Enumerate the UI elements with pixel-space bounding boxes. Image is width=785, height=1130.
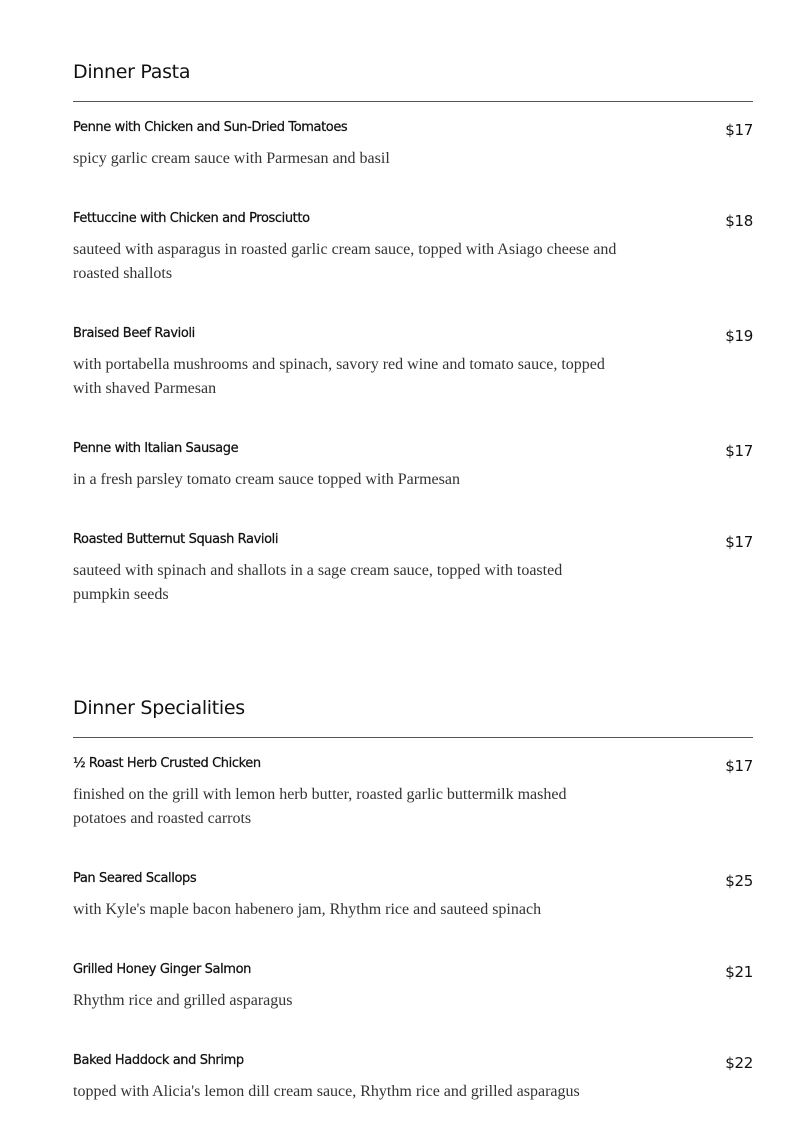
menu-item-description: sauteed with asparagus in roasted garlic cream sauce, topped with Asiago cheese and roasted shallots: [73, 241, 617, 282]
menu-item-name: Braised Beef Ravioli: [73, 326, 195, 341]
menu-item-description: finished on the grill with lemon herb butter, roasted garlic buttermilk mashed potatoes and roasted carrots: [73, 786, 567, 827]
menu-item-name: ½ Roast Herb Crusted Chicken: [73, 756, 261, 771]
menu-item-description: with Kyle's maple bacon habenero jam, Rhythm rice and sauteed spinach: [73, 901, 542, 918]
menu-item-name: Pan Seared Scallops: [73, 871, 197, 886]
menu-item-price: $18: [725, 212, 753, 230]
menu-item-price: $17: [725, 121, 753, 139]
menu-item-name: Fettuccine with Chicken and Prosciutto: [73, 211, 310, 226]
menu-item-price: $25: [725, 872, 753, 890]
menu-item-price: $22: [725, 1054, 753, 1072]
section-title-dinner-pasta: Dinner Pasta: [73, 61, 191, 83]
menu-item-price: $17: [725, 757, 753, 775]
menu-item-description: in a fresh parsley tomato cream sauce topped with Parmesan: [73, 471, 460, 488]
menu-item-price: $17: [725, 442, 753, 460]
menu-item-description: spicy garlic cream sauce with Parmesan and basil: [73, 150, 390, 167]
menu-item-price: $17: [725, 533, 753, 551]
menu-item-description: topped with Alicia's lemon dill cream sauce, Rhythm rice and grilled asparagus: [73, 1083, 580, 1100]
menu-item-description: Rhythm rice and grilled asparagus: [73, 992, 293, 1009]
section-divider: [73, 101, 753, 102]
section-title-dinner-specialities: Dinner Specialities: [73, 697, 245, 719]
menu-item-price: $19: [725, 327, 753, 345]
menu-item-description: with portabella mushrooms and spinach, savory red wine and tomato sauce, topped with shaved Parmesan: [73, 356, 605, 397]
menu-item-name: Penne with Chicken and Sun-Dried Tomatoes: [73, 120, 348, 135]
menu-item-name: Grilled Honey Ginger Salmon: [73, 962, 251, 977]
menu-item-name: Roasted Butternut Squash Ravioli: [73, 532, 279, 547]
section-divider: [73, 737, 753, 738]
menu-item-price: $21: [725, 963, 753, 981]
menu-item-name: Penne with Italian Sausage: [73, 441, 239, 456]
menu-item-description: sauteed with spinach and shallots in a sage cream sauce, topped with toasted pumpkin seeds: [73, 562, 563, 603]
menu-item-name: Baked Haddock and Shrimp: [73, 1053, 244, 1068]
